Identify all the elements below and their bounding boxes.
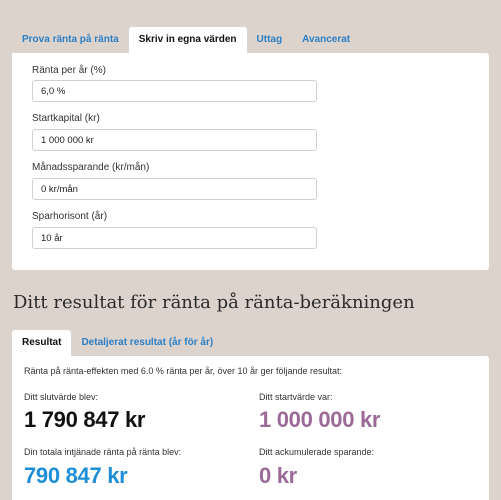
calculator-tabs [12, 27, 360, 53]
result-summary: Ränta på ränta-effekten med 6.0 % ränta per år, över 10 år ger följande resultat: [24, 366, 343, 376]
end-value-label: Ditt slutvärde blev: [24, 392, 99, 402]
result-heading: Ditt resultat för ränta på ränta-beräkningen [13, 292, 415, 313]
tab-avancerat[interactable]: Avancerat [302, 34, 351, 45]
tab-skriv-in-egna-varden[interactable]: Skriv in egna värden [129, 27, 247, 53]
savings-value: 0 kr [259, 463, 297, 488]
tab-detaljerat-resultat[interactable]: Detaljerat resultat (år för år) [81, 337, 214, 348]
start-value: 1 000 000 kr [259, 407, 381, 432]
horizon-input[interactable] [32, 227, 317, 249]
monthly-savings-label: Månadssparande (kr/mån) [32, 162, 150, 173]
interest-value: 790 847 kr [24, 463, 128, 488]
tab-uttag[interactable]: Uttag [256, 34, 283, 45]
result-panel [12, 356, 489, 500]
horizon-label: Sparhorisont (år) [32, 211, 108, 222]
start-value-label: Ditt startvärde var: [259, 392, 333, 402]
interest-rate-label: Ränta per år (%) [32, 65, 106, 76]
start-capital-input[interactable] [32, 129, 317, 151]
tab-resultat[interactable]: Resultat [12, 330, 71, 356]
input-panel [12, 53, 489, 270]
result-tabs [12, 330, 223, 356]
end-value: 1 790 847 kr [24, 407, 146, 432]
interest-label: Din totala intjänade ränta på ränta blev: [24, 447, 182, 457]
savings-label: Ditt ackumulerade sparande: [259, 447, 375, 457]
start-capital-label: Startkapital (kr) [32, 113, 100, 124]
tab-prova-ranta[interactable]: Prova ränta på ränta [22, 34, 119, 45]
interest-rate-input[interactable] [32, 80, 317, 102]
monthly-savings-input[interactable] [32, 178, 317, 200]
